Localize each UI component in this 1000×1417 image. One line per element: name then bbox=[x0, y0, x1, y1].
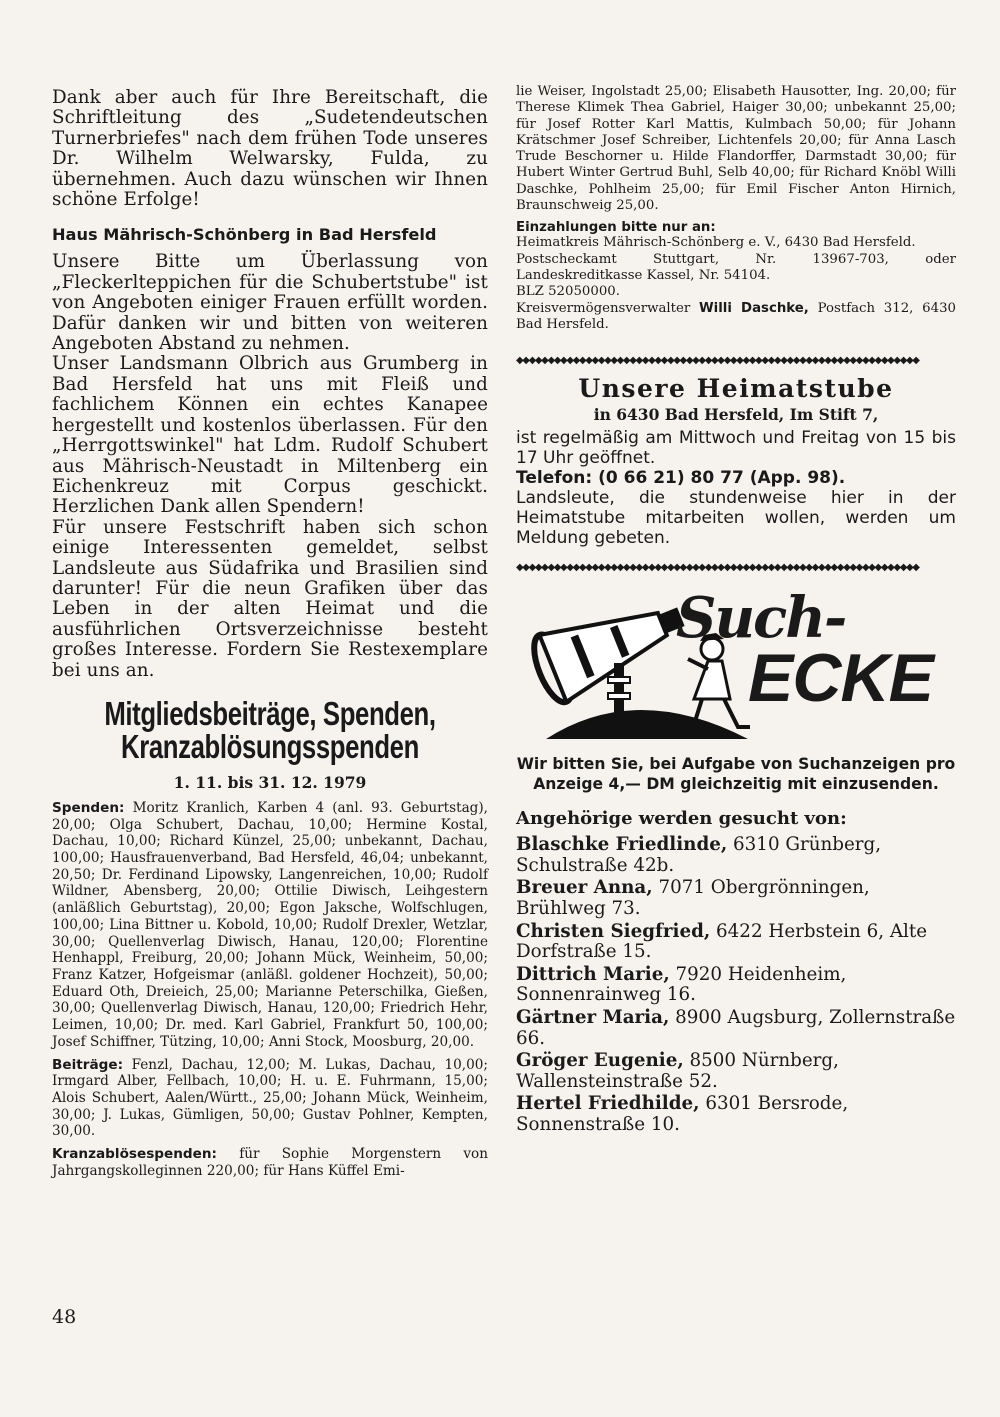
kranz-block bbox=[52, 1146, 488, 1179]
intro-paragraph: Dank aber auch für Ihre Bereitschaft, die Schriftleitung des „Sudetendeutschen Turnerbriefes" nach dem frühen Tode unseres Dr. Wilhelm Welwarsky, Fulda, zu übernehmen. Auch dazu wünschen wir Ihnen schöne Erfolge! bbox=[52, 87, 488, 211]
kranz-label: Kranzablösespenden: bbox=[52, 1146, 217, 1163]
list-item: Gärtner Maria, 8900 Augsburg, Zollernstraße 66. bbox=[516, 1006, 956, 1049]
payment-line-4-c: Postfach 312, 6430 Bad Hersfeld. bbox=[516, 300, 956, 332]
list-item: Blaschke Friedlinde, 6310 Grünberg, Schulstraße 42b. bbox=[516, 834, 882, 876]
list-item: Hertel Friedhilde, 6301 Bersrode, Sonnenstraße 10. bbox=[516, 1093, 849, 1135]
such-ecke-logo bbox=[516, 581, 956, 741]
heimatstube-hours: ist regelmäßig am Mittwoch und Freitag von 15 bis 17 Uhr geöffnet. bbox=[516, 428, 956, 469]
list-item: Gröger Eugenie, 8500 Nürnberg, Wallensteinstraße 52. bbox=[516, 1050, 839, 1092]
heimatstube-volunteers: Landsleute, die stundenweise hier in der Heimatstube mitarbeiten wollen, werden um Meldung gebeten. bbox=[516, 488, 956, 549]
beitraege-label: Beiträge: bbox=[52, 1056, 124, 1073]
spenden-block bbox=[52, 800, 488, 1051]
donations-title-line-1: Mitgliedsbeiträge, Spenden, bbox=[104, 694, 436, 732]
list-item: Breuer Anna, 7071 Obergrönningen, Brühlweg 73. bbox=[516, 877, 870, 919]
body-paragraph-1: Unsere Bitte um Überlassung von „Fleckerlteppichen für die Schubertstube" ist von Angeboten einiger Frauen erfüllt worden. Dafür danken wir und bitten von weiteren Angeboten Abstand zu nehmen. bbox=[52, 251, 488, 355]
relatives-heading: Angehörige werden gesucht von: bbox=[516, 808, 847, 830]
heimatstube-title: Unsere Heimatstube bbox=[578, 374, 894, 404]
ecke-word: ECKE bbox=[748, 640, 933, 717]
page-number: 48 bbox=[52, 1306, 77, 1328]
such-word: Such- bbox=[676, 585, 846, 652]
list-item: Dittrich Marie, 7920 Heidenheim, Sonnenrainweg 16. bbox=[516, 963, 847, 1006]
payment-heading: Einzahlungen bitte nur an: bbox=[516, 220, 716, 236]
right-column bbox=[516, 84, 956, 1137]
donations-title bbox=[100, 694, 440, 765]
such-note: Wir bitten Sie, bei Aufgabe von Suchanzeigen pro Anzeige 4,— DM gleichzeitig mit einzusenden. bbox=[516, 755, 956, 793]
payment-line-4-b: Willi Daschke, bbox=[698, 300, 809, 316]
payment-line-3: BLZ 52050000. bbox=[516, 284, 620, 300]
payment-line-4 bbox=[516, 301, 956, 334]
kranz-text: für Sophie Morgenstern von Jahrgangskolleginnen 220,00; für Hans Küffel Emi- bbox=[52, 1146, 488, 1179]
body-paragraph-3: Für unsere Festschrift haben sich schon einige Interessenten gemeldet, selbst Landsleute aus Südafrika und Brasilien sind darunter! Für die neun Grafiken über das Leben in der alten Heimat und die ausführlichen Ortsverzeichnisse besteht großes Interesse. Fordern Sie Restexemplare bei uns an. bbox=[52, 516, 488, 681]
payment-line-1: Heimatkreis Mährisch-Schönberg e. V., 6430 Bad Hersfeld. bbox=[516, 235, 916, 251]
payment-line-4-a: Kreisvermögensverwalter bbox=[516, 300, 691, 316]
beitraege-block bbox=[52, 1057, 488, 1141]
donations-title-line-2: Kranzablösungsspenden bbox=[121, 727, 419, 765]
date-range: 1. 11. bis 31. 12. 1979 bbox=[173, 772, 367, 792]
section-heading: Haus Mährisch-Schönberg in Bad Hersfeld bbox=[52, 225, 437, 245]
payment-line-2: Postscheckamt Stuttgart, Nr. 13967-703, oder Landeskreditkasse Kassel, Nr. 54104. bbox=[516, 251, 956, 283]
diamond-divider-top: ◆◆◆◆◆◆◆◆◆◆◆◆◆◆◆◆◆◆◆◆◆◆◆◆◆◆◆◆◆◆◆◆◆◆◆◆◆◆◆◆◆◆◆◆◆◆◆◆◆◆◆◆◆◆◆◆◆◆◆◆◆◆◆◆ bbox=[516, 355, 919, 367]
body-paragraph-2: Unser Landsmann Olbrich aus Grumberg in Bad Hersfeld hat uns mit Fleiß und fachlichem Können ein echtes Kanapee hergestellt und kostenlos überlassen. Für den „Herrgottswinkel" hat Ldm. Rudolf Schubert aus Mährisch-Neustadt in Miltenberg ein Eichenkreuz mit Corpus geschickt. Herzlichen Dank allen Spendern! bbox=[52, 353, 488, 518]
beitraege-text: Fenzl, Dachau, 12,00; M. Lukas, Dachau, 10,00; Irmgard Alber, Fellbach, 10,00; H. u. E. Fuhrmann, 15,00; Alois Schubert, Aalen/Württ., 25,00; Johann Mück, Weinheim, 30,00; J. Lukas, Gümligen, 50,00; Gustav Pohlner, Kempten, 30,00. bbox=[52, 1056, 488, 1140]
left-column bbox=[52, 88, 488, 1185]
diamond-divider-bottom: ◆◆◆◆◆◆◆◆◆◆◆◆◆◆◆◆◆◆◆◆◆◆◆◆◆◆◆◆◆◆◆◆◆◆◆◆◆◆◆◆◆◆◆◆◆◆◆◆◆◆◆◆◆◆◆◆◆◆◆◆◆◆◆◆ bbox=[516, 562, 919, 574]
heimatstube-phone: Telefon: (0 66 21) 80 77 (App. 98). bbox=[516, 468, 846, 489]
person-list bbox=[516, 835, 956, 1135]
list-item: Christen Siegfried, 6422 Herbstein 6, Alte Dorfstraße 15. bbox=[516, 920, 928, 963]
spenden-label: Spenden: bbox=[52, 799, 125, 816]
continued-donations: lie Weiser, Ingolstadt 25,00; Elisabeth Hausotter, Ing. 20,00; für Therese Klimek Thea Gabriel, Haiger 30,00; unbekannt 25,00; für Josef Rotter Karl Mattis, Kulmbach 50,00; für Johann Krätschmer Josef Schreiber, Lichtenfels 20,00; für Anna Lasch Trude Beschorner u. Hilde Flandorffer, Darmstadt 30,00; für Hubert Winter Gertrud Buhl, Selb 40,00; für Richard Knöbl Willi Daschke, Pohlheim 25,00; für Emil Fischer Anton Hirnich, Braunschweig 25,00. bbox=[516, 84, 956, 214]
spenden-text: Moritz Kranlich, Karben 4 (anl. 93. Geburtstag), 20,00; Olga Schubert, Dachau, 10,00; Hermine Kostal, Dachau, 10,00; Richard Künzel, 25,00; unbekannt, Dachau, 100,00; Hausfrauenverband, Bad Hersfeld, 46,04; unbekannt, 20,50; Dr. Ferdinand Lipowsky, Langenreichen, 10,00; Rudolf Wildner, Abensberg, 20,00; Ottilie Diwisch, Leihgestern (anläßlich Geburtstag), 20,00; Egon Jaksche, Wolfschlugen, 100,00; Lina Bittner u. Kobold, 10,00; Rudolf Drexler, Wetzlar, 30,00; Quellenverlag Diwisch, Hanau, 120,00; Florentine Henhappl, Freiburg, 20,00; Johann Mück, Weinheim, 50,00; Franz Katzer, Hofgeismar (anläßl. goldener Hochzeit), 50,00; Eduard Oth, Dreieich, 25,00; Marianne Peterschilka, Gießen, 30,00; Quellenverlag Diwisch, Hanau, 120,00; Friedrich Hehr, Leimen, 10,00; Dr. med. Karl Gabriel, Frankfurt 50, 100,00; Josef Schiffner, Tützing, 10,00; Anni Stock, Moosburg, 20,00. bbox=[52, 799, 488, 1050]
heimatstube-address: in 6430 Bad Hersfeld, Im Stift 7, bbox=[593, 405, 879, 425]
